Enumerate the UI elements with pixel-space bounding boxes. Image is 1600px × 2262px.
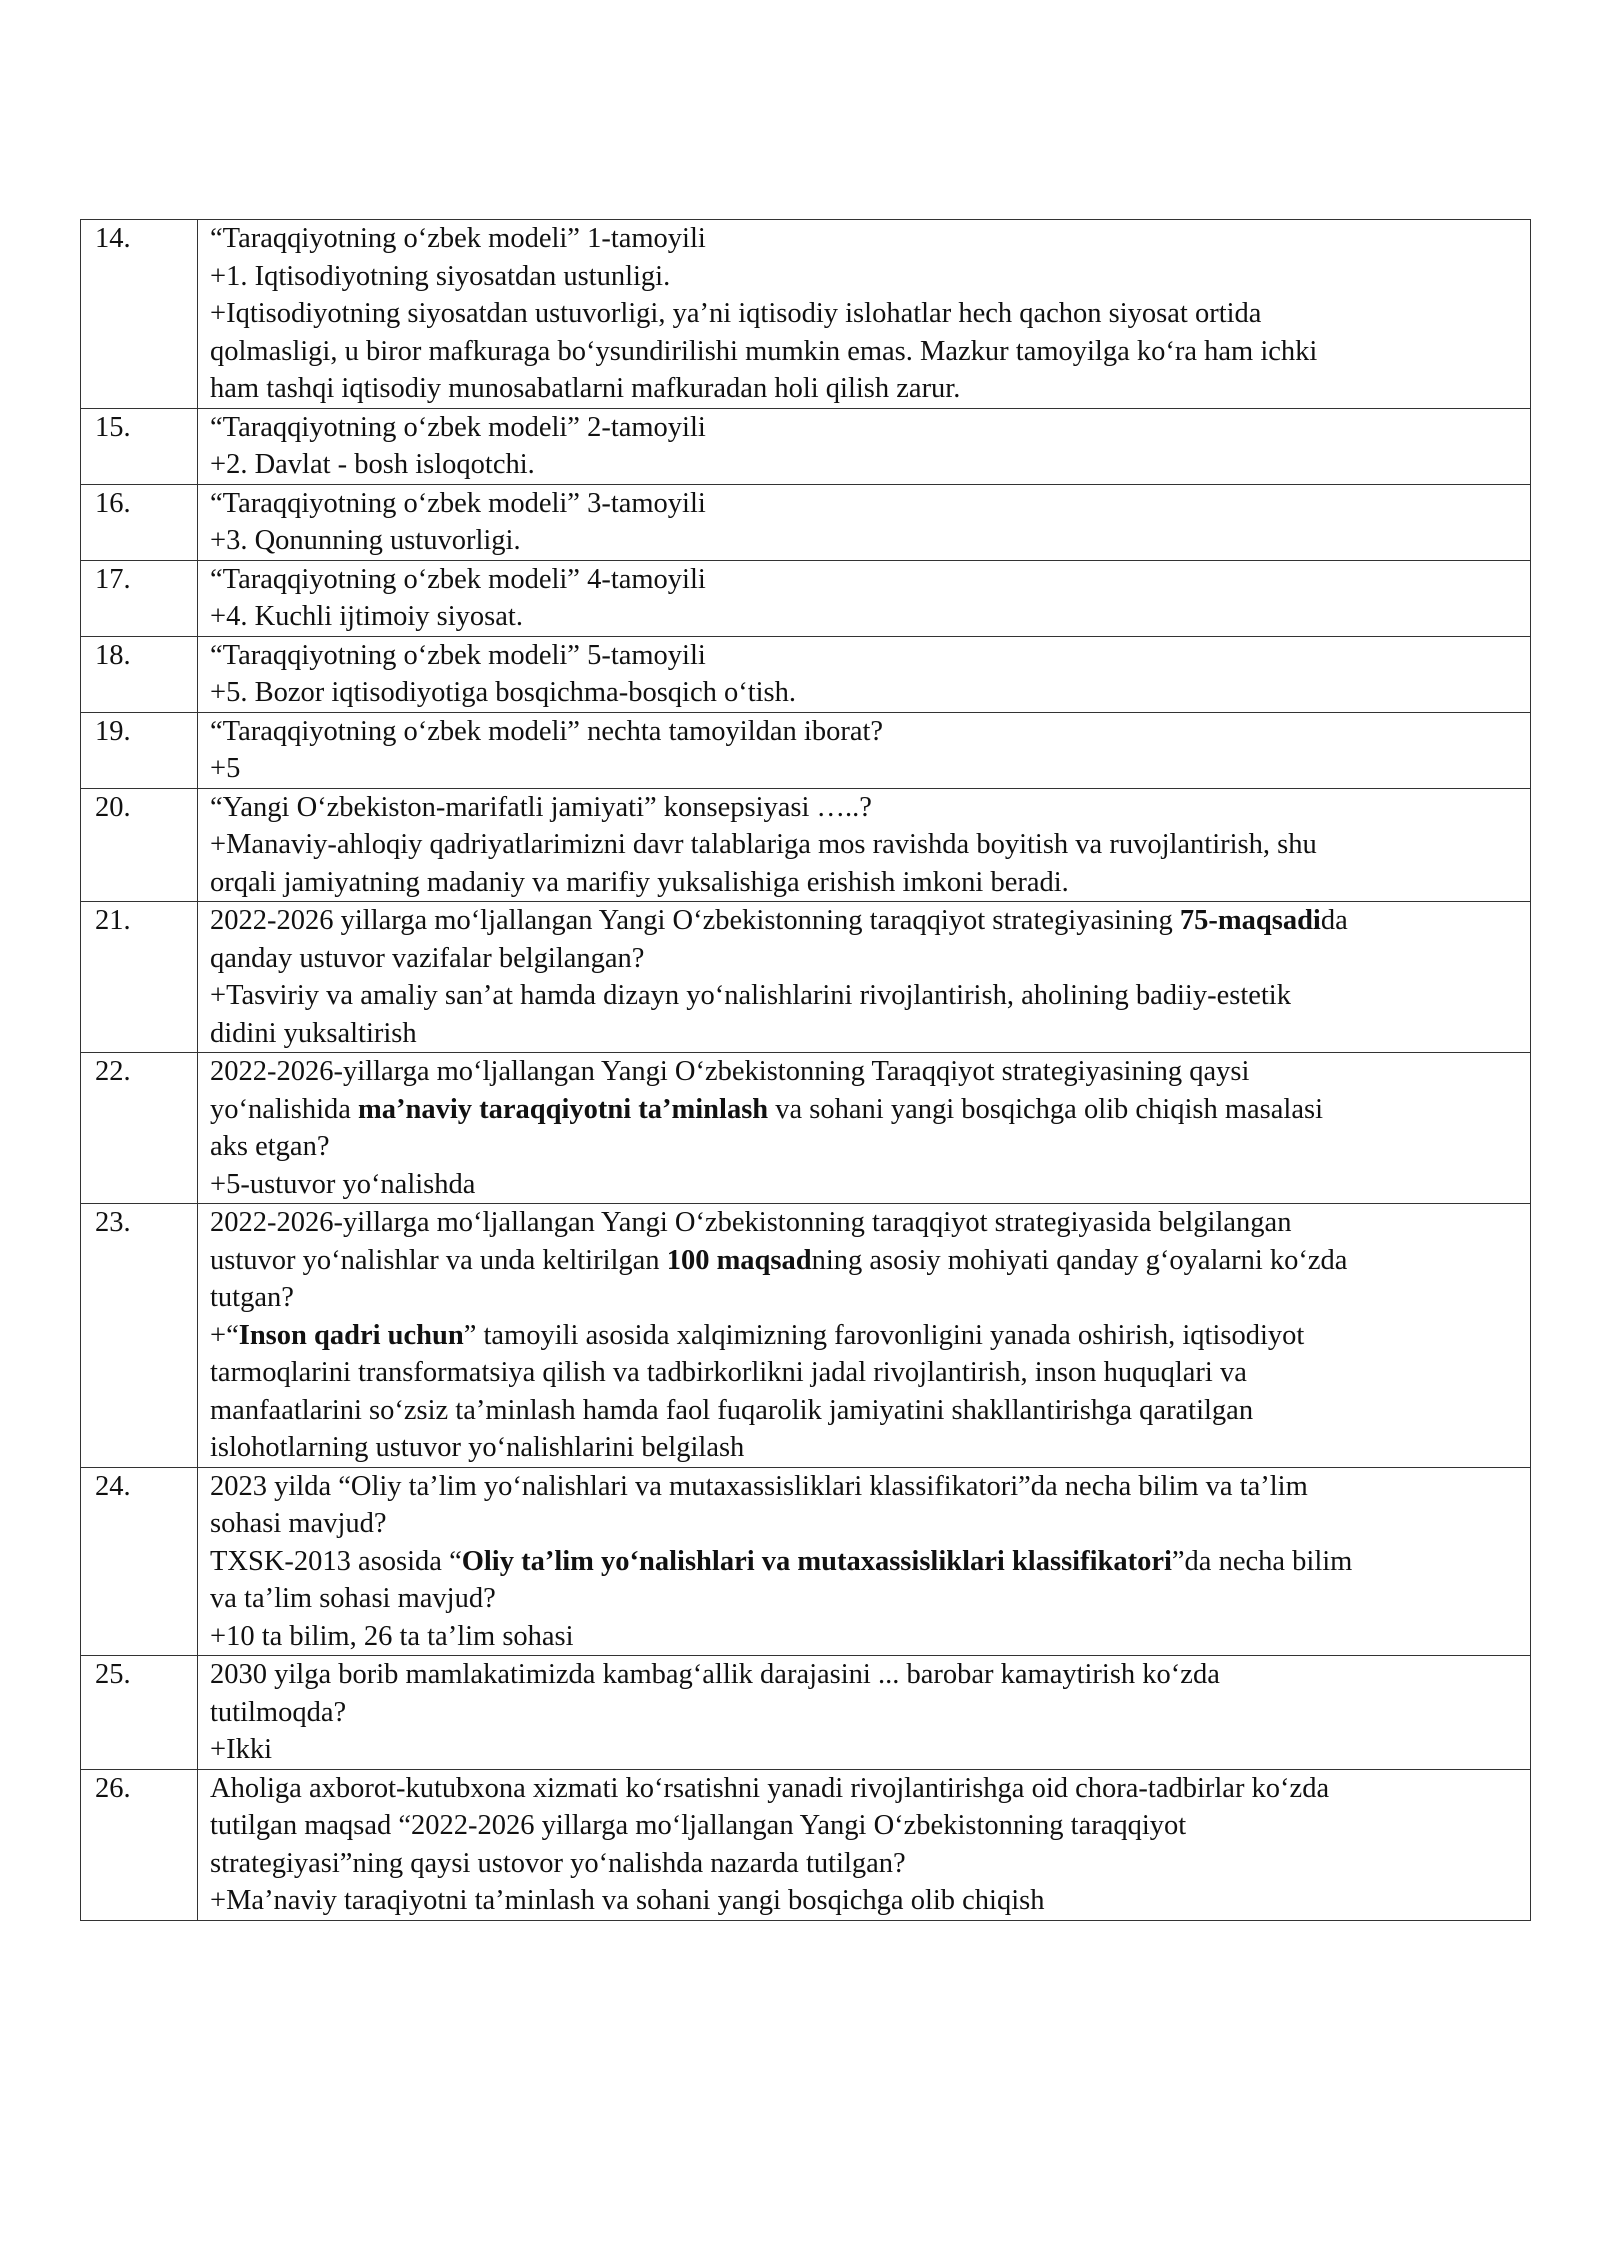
text-segment: manfaatlarini soʻzsiz ta’minlash hamda faol fuqarolik jamiyatini shakllantirishga qaratilgan: [210, 1394, 1254, 1426]
text-segment: yoʻnalishida: [210, 1093, 359, 1125]
text-line: [210, 674, 1520, 712]
question-row: [81, 1769, 1531, 1920]
text-line: [210, 1015, 1520, 1053]
question-number: 25.: [81, 1656, 198, 1770]
text-line: [210, 1694, 1520, 1732]
text-segment: +5: [210, 753, 241, 784]
question-row: [81, 408, 1531, 484]
text-segment: +Tasviriy va amaliy san’at hamda dizayn yoʻnalishlarini rivojlantirish, aholining badiiy-estetik: [210, 980, 1291, 1011]
question-number: 19.: [81, 712, 198, 788]
question-row: [81, 788, 1531, 902]
question-number: 18.: [81, 636, 198, 712]
text-line: [210, 370, 1520, 408]
text-line: [210, 637, 1520, 675]
text-segment: qanday ustuvor vazifalar belgilangan?: [210, 942, 645, 974]
text-line: [210, 1279, 1520, 1317]
text-line: [210, 220, 1520, 258]
question-number: 21.: [81, 902, 198, 1053]
text-line: [210, 1317, 1520, 1355]
question-number: 14.: [81, 220, 198, 409]
text-line: [210, 1731, 1520, 1769]
question-content: [198, 1204, 1531, 1468]
text-line: [210, 1468, 1520, 1506]
text-line: [210, 1505, 1520, 1543]
question-number: 23.: [81, 1204, 198, 1468]
text-line: [210, 446, 1520, 484]
text-line: [210, 826, 1520, 864]
question-content: [198, 1656, 1531, 1770]
question-number: 16.: [81, 484, 198, 560]
text-segment: +5. Bozor iqtisodiyotiga bosqichma-bosqich oʻtish.: [210, 677, 797, 708]
text-segment: didini yuksaltirish: [210, 1017, 417, 1049]
text-segment: “Taraqqiyotning oʻzbek modeli” nechta tamoyildan iborat?: [210, 715, 884, 747]
text-segment: ”da necha bilim: [1171, 1545, 1353, 1577]
questions-table: [80, 219, 1531, 1921]
text-line: [210, 1656, 1520, 1694]
text-segment: “Taraqqiyotning oʻzbek modeli” 2-tamoyili: [210, 411, 706, 443]
text-line: [210, 409, 1520, 447]
question-content: [198, 484, 1531, 560]
text-segment: 2030 yilga borib mamlakatimizda kambagʻallik darajasini ... barobar kamaytirish koʻzda: [210, 1659, 1220, 1690]
text-line: [210, 902, 1520, 940]
question-row: [81, 220, 1531, 409]
text-segment: “Taraqqiyotning oʻzbek modeli” 4-tamoyili: [210, 563, 706, 595]
question-number: 20.: [81, 788, 198, 902]
text-segment: “Yangi Oʻzbekiston-marifatli jamiyati” konsepsiyasi …..?: [210, 791, 872, 823]
question-row: [81, 1467, 1531, 1656]
text-line: [210, 789, 1520, 827]
question-row: [81, 636, 1531, 712]
text-segment: Aholiga axborot-kutubxona xizmati koʻrsatishni yanadi rivojlantirishga oid chora-tadbirlar koʻzda: [210, 1772, 1330, 1804]
bold-text: ma’naviy taraqqiyotni ta’minlash: [358, 1093, 769, 1125]
question-number: 26.: [81, 1769, 198, 1920]
text-line: [210, 561, 1520, 599]
question-content: [198, 1467, 1531, 1656]
text-segment: +4. Kuchli ijtimoiy siyosat.: [210, 601, 523, 632]
text-line: [210, 1845, 1520, 1883]
text-line: [210, 750, 1520, 788]
question-content: [198, 408, 1531, 484]
text-line: [210, 1242, 1520, 1280]
text-segment: +3. Qonunning ustuvorligi.: [210, 525, 521, 556]
question-content: [198, 560, 1531, 636]
text-segment: islohotlarning ustuvor yoʻnalishlarini belgilash: [210, 1432, 745, 1463]
question-row: [81, 712, 1531, 788]
text-segment: +5-ustuvor yoʻnalishda: [210, 1168, 476, 1200]
text-segment: va sohani yangi bosqichga olib chiqish masalasi: [768, 1093, 1323, 1125]
text-segment: +10 ta bilim, 26 ta ta’lim sohasi: [210, 1620, 574, 1652]
text-line: [210, 1429, 1520, 1467]
text-line: [210, 1618, 1520, 1656]
text-segment: strategiyasi”ning qaysi ustovor yoʻnalishda nazarda tutilgan?: [210, 1847, 906, 1879]
question-number: 15.: [81, 408, 198, 484]
text-segment: ” tamoyili asosida xalqimizning farovonligini yanada oshirish, iqtisodiyot: [463, 1319, 1305, 1351]
question-row: [81, 1053, 1531, 1204]
text-line: [210, 258, 1520, 296]
text-segment: qolmasligi, u biror mafkuraga boʻysundirilishi mumkin emas. Mazkur tamoyilga koʻra ham ichki: [210, 335, 1318, 367]
text-segment: tarmoqlarini transformatsiya qilish va tadbirkorlikni jadal rivojlantirish, inson huquqlari va: [210, 1357, 1247, 1388]
bold-text: 100 maqsad: [666, 1244, 812, 1276]
text-segment: +Iqtisodiyotning siyosatdan ustuvorligi, ya’ni iqtisodiy islohatlar hech qachon siyosat ortida: [210, 298, 1262, 329]
question-row: [81, 902, 1531, 1053]
question-number: 17.: [81, 560, 198, 636]
text-line: [210, 977, 1520, 1015]
text-segment: +2. Davlat - bosh isloqotchi.: [210, 449, 535, 480]
text-segment: ning asosiy mohiyati qanday gʻoyalarni koʻzda: [811, 1244, 1348, 1276]
text-segment: TXSK-2013 asosida “: [210, 1545, 462, 1577]
text-segment: 2022-2026 yillarga moʻljallangan Yangi Oʻzbekistonning taraqqiyot strategiyasining: [210, 905, 1180, 936]
text-segment: 2022-2026-yillarga moʻljallangan Yangi Oʻzbekistonning Taraqqiyot strategiyasining qaysi: [210, 1056, 1250, 1087]
text-segment: 2023 yilda “Oliy ta’lim yoʻnalishlari va mutaxassisliklari klassifikatori”da necha bilim va ta’lim: [210, 1470, 1308, 1502]
text-line: [210, 1543, 1520, 1581]
question-content: [198, 220, 1531, 409]
text-line: [210, 1128, 1520, 1166]
text-line: [210, 713, 1520, 751]
text-segment: +Ma’naviy taraqiyotni ta’minlash va sohani yangi bosqichga olib chiqish: [210, 1885, 1045, 1916]
text-segment: “Taraqqiyotning oʻzbek modeli” 3-tamoyili: [210, 487, 706, 519]
text-segment: tutilgan maqsad “2022-2026 yillarga moʻljallangan Yangi Oʻzbekistonning taraqqiyot: [210, 1810, 1187, 1841]
text-segment: +1. Iqtisodiyotning siyosatdan ustunligi.: [210, 260, 671, 292]
text-segment: +Manaviy-ahloqiy qadriyatlarimizni davr talablariga mos ravishda boyitish va ruvojlantirish, shu: [210, 829, 1317, 860]
text-line: [210, 940, 1520, 978]
question-content: [198, 1769, 1531, 1920]
text-segment: aks etgan?: [210, 1131, 330, 1162]
text-segment: 2022-2026-yillarga moʻljallangan Yangi Oʻzbekistonning taraqqiyot strategiyasida belgilangan: [210, 1207, 1292, 1238]
text-line: [210, 1807, 1520, 1845]
text-segment: ustuvor yoʻnalishlar va unda keltirilgan: [210, 1244, 667, 1276]
text-line: [210, 295, 1520, 333]
question-row: [81, 1204, 1531, 1468]
text-line: [210, 1204, 1520, 1242]
question-content: [198, 788, 1531, 902]
text-segment: da: [1320, 905, 1348, 936]
text-line: [210, 1882, 1520, 1920]
text-segment: “Taraqqiyotning oʻzbek modeli” 5-tamoyili: [210, 639, 706, 671]
text-segment: sohasi mavjud?: [210, 1508, 387, 1539]
question-number: 22.: [81, 1053, 198, 1204]
text-segment: tutilmoqda?: [210, 1696, 347, 1728]
text-line: [210, 522, 1520, 560]
questions-table-body: [81, 220, 1531, 1921]
bold-text: Inson qadri uchun: [238, 1319, 464, 1351]
text-line: [210, 864, 1520, 902]
text-segment: va ta’lim sohasi mavjud?: [210, 1583, 496, 1614]
text-line: [210, 485, 1520, 523]
text-segment: tutgan?: [210, 1282, 294, 1313]
bold-text: Oliy ta’lim yoʻnalishlari va mutaxassisliklari klassifikatori: [461, 1545, 1172, 1577]
question-content: [198, 636, 1531, 712]
text-line: [210, 598, 1520, 636]
text-line: [210, 1770, 1520, 1808]
question-row: [81, 1656, 1531, 1770]
text-line: [210, 1354, 1520, 1392]
text-segment: +Ikki: [210, 1734, 272, 1765]
text-segment: “Taraqqiyotning oʻzbek modeli” 1-tamoyili: [210, 223, 706, 254]
text-segment: ham tashqi iqtisodiy munosabatlarni mafkuradan holi qilish zarur.: [210, 373, 961, 404]
text-line: [210, 1166, 1520, 1204]
bold-text: 75-maqsadi: [1179, 905, 1321, 936]
text-line: [210, 1053, 1520, 1091]
question-content: [198, 712, 1531, 788]
question-content: [198, 1053, 1531, 1204]
question-content: [198, 902, 1531, 1053]
text-segment: orqali jamiyatning madaniy va marifiy yuksalishiga erishish imkoni beradi.: [210, 866, 1069, 898]
text-segment: +“: [210, 1319, 239, 1351]
text-line: [210, 1091, 1520, 1129]
question-row: [81, 484, 1531, 560]
text-line: [210, 1580, 1520, 1618]
question-number: 24.: [81, 1467, 198, 1656]
text-line: [210, 1392, 1520, 1430]
text-line: [210, 333, 1520, 371]
question-row: [81, 560, 1531, 636]
